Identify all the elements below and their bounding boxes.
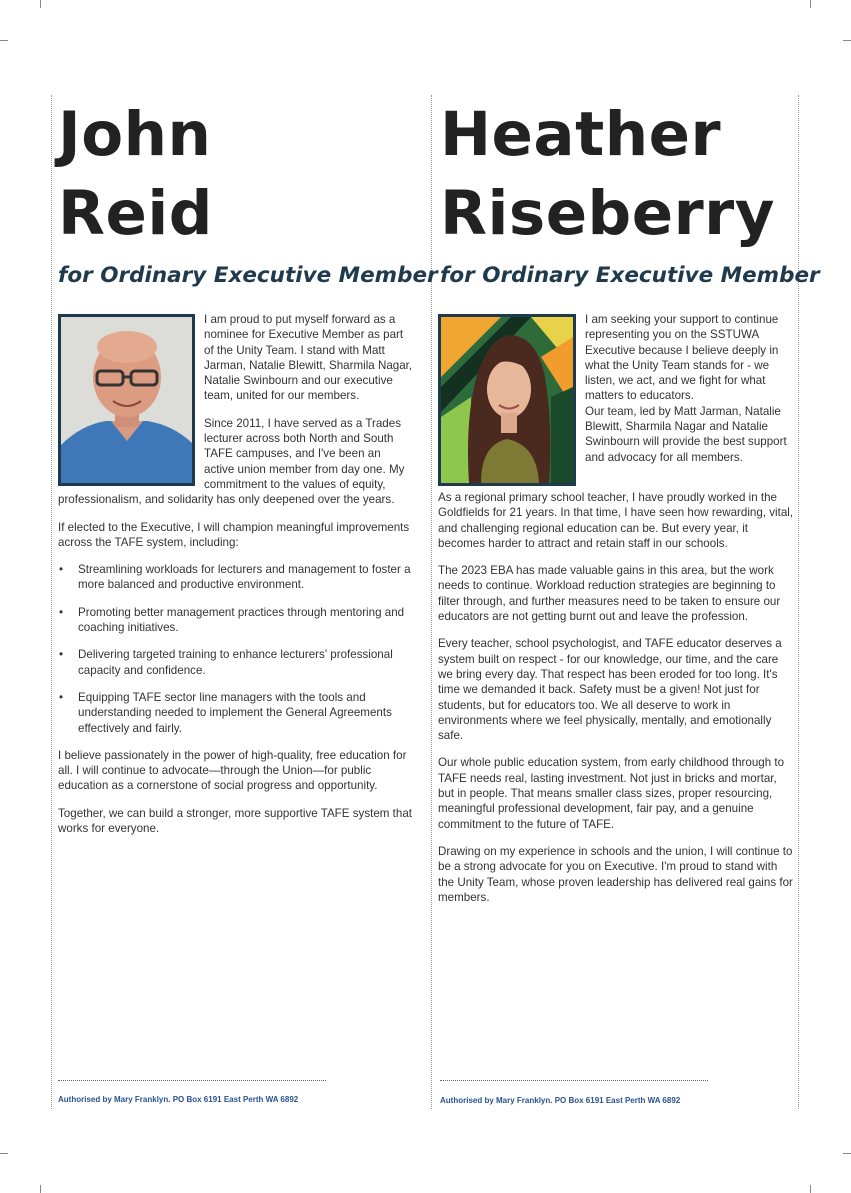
crop-mark — [40, 0, 41, 8]
candidate-photo — [438, 314, 576, 486]
candidate-first-name: John — [58, 99, 212, 170]
statement-paragraph: I am seeking your support to continue representing you on the SSTUWA Executive because I believe deeply in what the Unity Team stands for - we listen, we act, and we fight for what matters to educators. — [585, 313, 779, 403]
list-item: • Equipping TAFE sector line managers with the tools and understanding needed to implement the General Agreements effectively and fairly. — [58, 690, 414, 736]
list-item: • Promoting better management practices through mentoring and coaching initiatives. — [58, 605, 414, 636]
footer-divider — [440, 1080, 708, 1081]
candidate-role: for Ordinary Executive Member — [58, 263, 438, 288]
statement-paragraph: As a regional primary school teacher, I have proudly worked in the Goldfields for 21 years. In that time, I have seen how rewarding, vital, and challenging regional education can be. But every year, it becomes harder to attract and retain staff in our schools. — [438, 491, 794, 550]
authorisation-statement: Authorised by Mary Franklyn. PO Box 6191 East Perth WA 6892 — [440, 1096, 681, 1105]
statement-paragraph: Drawing on my experience in schools and the union, I will continue to be a strong advocate for you on Executive. I'm proud to stand with the Unity Team, whose proven leadership has delivered real gains for members. — [438, 844, 793, 904]
candidate-last-name: Riseberry — [440, 178, 776, 249]
candidate-statement — [58, 312, 414, 848]
candidate-name — [440, 95, 793, 253]
list-item: • Delivering targeted training to enhance lecturers' professional capacity and confidence. — [58, 647, 414, 678]
crop-mark — [0, 40, 8, 41]
crop-mark — [843, 40, 851, 41]
statement-paragraph: Since 2011, I have served as a Trades lecturer across both North and South TAFE campuses, and I've been an active union member from day one. My commitment to the values of equity, professionalism, and solidarity has only deepened over the years. — [58, 416, 405, 507]
priorities-list — [58, 562, 414, 736]
candidate-last-name: Reid — [58, 178, 213, 249]
column-divider — [431, 95, 432, 1109]
statement-paragraph: I believe passionately in the power of high-quality, free education for all. I will continue to advocate—through the Union—for public education as a cornerstone of social progress and opportunity. — [58, 748, 407, 793]
list-item: • Streamlining workloads for lecturers and management to foster a more balanced and productive environment. — [58, 562, 414, 593]
candidate-role: for Ordinary Executive Member — [440, 263, 820, 288]
crop-mark — [810, 0, 811, 8]
candidate-john-reid — [58, 95, 438, 1104]
crop-mark — [810, 1185, 811, 1193]
column-divider — [798, 95, 799, 1109]
portrait-man-image — [61, 317, 192, 483]
candidate-statement — [438, 312, 794, 917]
crop-mark — [843, 1153, 851, 1154]
statement-paragraph: I am proud to put myself forward as a nominee for Executive Member as part of the Unity Team. I stand with Matt Jarman, Natalie Blewitt, Sharmila Nagar, Natalie Swinbourn and our executive team, united for our members. — [204, 313, 413, 403]
candidate-first-name: Heather — [440, 99, 722, 170]
candidate-photo — [58, 314, 195, 486]
statement-paragraph: Our team, led by Matt Jarman, Natalie Blewitt, Sharmila Nagar and Natalie Swinbourn will provide the best support and advocacy for all members. — [585, 404, 787, 464]
statement-paragraph: If elected to the Executive, I will champion meaningful improvements across the TAFE system, including: — [58, 520, 410, 549]
footer-divider — [58, 1080, 326, 1081]
candidate-heather-riseberry — [438, 95, 820, 1105]
statement-paragraph: Our whole public education system, from early childhood through to TAFE needs real, lasting investment. Not just in bricks and mortar, but in people. That means smaller class sizes, proper resourcing, meaningful professional development, fair pay, and a genuine commitment to the future of TAFE. — [438, 756, 785, 831]
statement-paragraph: Together, we can build a stronger, more supportive TAFE system that works for everyone. — [58, 806, 412, 836]
crop-mark — [0, 1153, 8, 1154]
statement-paragraph: Every teacher, school psychologist, and TAFE educator deserves a system built on respect - for our knowledge, our time, and the care we bring every day. That respect has been eroded for too long. It's time we demanded it back. Safety must be a given! Not just for students, but for educators too. We all deserve to work in environments where we feel physically, mentally, and emotionally safe. — [438, 637, 782, 743]
statement-paragraph: The 2023 EBA has made valuable gains in this area, but the work needs to continue. Workload reduction strategies are beginning to filter through, and further measures need to be taken to ensure our educators are not getting burnt out and leave the profession. — [438, 564, 781, 624]
authorisation-statement: Authorised by Mary Franklyn. PO Box 6191 East Perth WA 6892 — [58, 1095, 299, 1104]
candidate-name — [58, 95, 411, 253]
column-divider — [51, 95, 52, 1109]
crop-mark — [40, 1185, 41, 1193]
portrait-woman-image — [441, 317, 573, 483]
